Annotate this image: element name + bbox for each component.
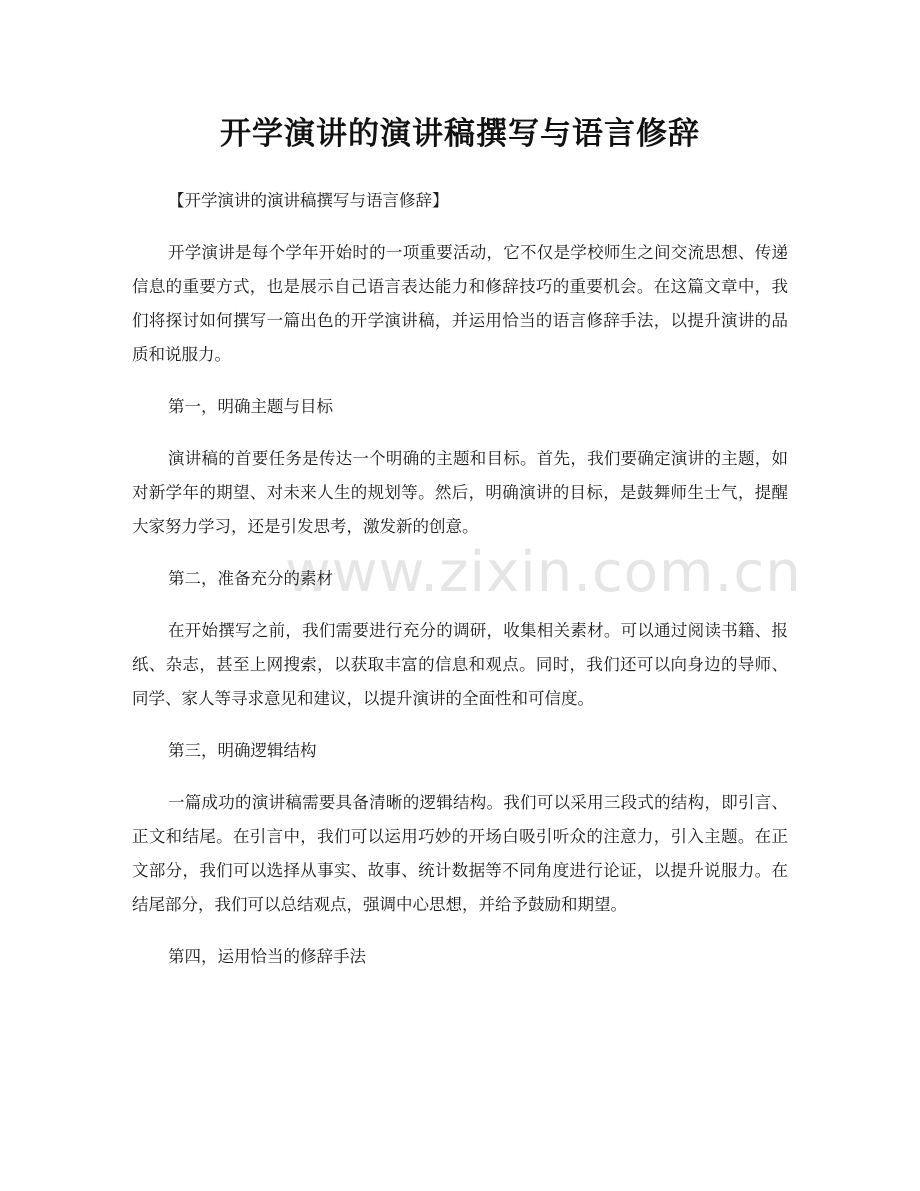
section-body-1: 演讲稿的首要任务是传达一个明确的主题和目标。首先，我们要确定演讲的主题，如对新学年的期望、对未来人生的规划等。然后，明确演讲的目标，是鼓舞师生士气，提醒大家努力学习，还是引发思考，激发新的创意。: [132, 449, 788, 536]
section-body-3: 一篇成功的演讲稿需要具备清晰的逻辑结构。我们可以采用三段式的结构，即引言、正文和结尾。在引言中，我们可以运用巧妙的开场白吸引听众的注意力，引入主题。在正文部分，我们可以选择从事实、故事、统计数据等不同角度进行论证，以提升说服力。在结尾部分，我们可以总结观点，强调中心思想，并给予鼓励和期望。: [132, 793, 788, 914]
section-heading-2: 第二，准备充分的素材: [168, 569, 333, 588]
section-heading-1: 第一，明确主题与目标: [168, 397, 333, 416]
intro-paragraph: 开学演讲是每个学年开始时的一项重要活动，它不仅是学校师生之间交流思想、传递信息的重要方式，也是展示自己语言表达能力和修辞技巧的重要机会。在这篇文章中，我们将探讨如何撰写一篇出色的开学演讲稿，并运用恰当的语言修辞手法，以提升演讲的品质和说服力。: [132, 243, 788, 364]
subtitle: 【开学演讲的演讲稿撰写与语言修辞】: [168, 191, 449, 210]
document-body: [132, 184, 788, 992]
section-body-2: 在开始撰写之前，我们需要进行充分的调研，收集相关素材。可以通过阅读书籍、报纸、杂志，甚至上网搜索，以获取丰富的信息和观点。同时，我们还可以向身边的导师、同学、家人等寻求意见和建议，以提升演讲的全面性和可信度。: [132, 621, 788, 708]
watermark: www.zixin.com.cn: [285, 540, 802, 605]
section-heading-4: 第四，运用恰当的修辞手法: [168, 947, 366, 966]
section-heading-3: 第三，明确逻辑结构: [168, 741, 317, 760]
page-title: 开学演讲的演讲稿撰写与语言修辞: [220, 116, 700, 152]
